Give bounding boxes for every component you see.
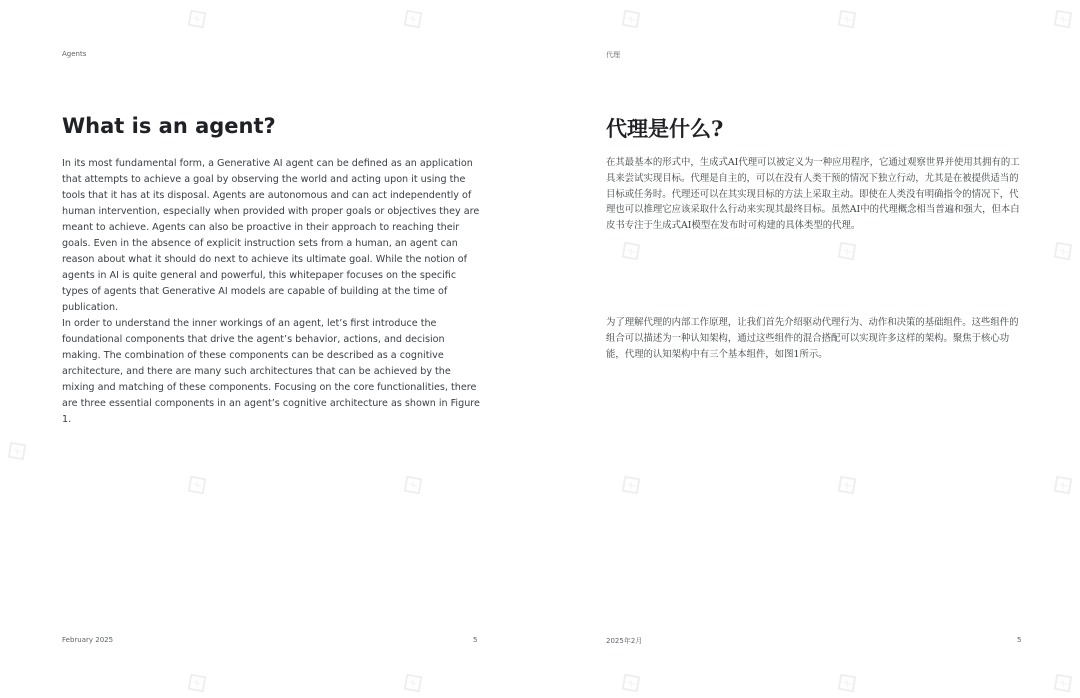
section-title: 代理是什么? — [606, 116, 724, 141]
svg-text:X: X — [842, 14, 854, 27]
svg-text:X: X — [626, 14, 638, 27]
left-page-english — [0, 0, 540, 696]
svg-text:X: X — [192, 678, 204, 691]
section-title: What is an agent? — [62, 114, 276, 138]
svg-text:X: X — [842, 678, 854, 691]
body-paragraph: In its most fundamental form, a Generative AI agent can be defined as an application that attempts to achieve a goal by observing the world and acting upon it using the tools that it has at its disposal. Agents are autonomous and can act independently of human intervention, especially when provided with proper goals or objectives they are meant to achieve. Agents can also be proactive in their approach to reaching their goals. Even in the absence of explicit instruction sets from a human, an agent can reason about what it should do next to achieve its ultimate goal. While the notion of agents in AI is quite general and powerful, this whitepaper focuses on the specific types of agents that Generative AI models are capable of building at the time of publication. — [62, 158, 480, 313]
svg-text:X: X — [626, 678, 638, 691]
svg-text:X: X — [12, 446, 24, 459]
right-page-chinese — [540, 0, 1080, 696]
body-paragraph: In order to understand the inner workings of an agent, let’s first introduce the foundational components that drive the agent’s behavior, actions, and decision making. The combination of these components can be described as a cognitive architecture, and there are many such architectures that can be achieved by the mixing and matching of these components. Focusing on the core functionalities, there are three essential components in an agent’s cognitive architecture as shown in Figure 1. — [62, 318, 480, 425]
svg-text:X: X — [408, 678, 420, 691]
running-header: 代理 — [606, 51, 620, 59]
svg-text:X: X — [408, 480, 420, 493]
svg-text:X: X — [842, 480, 854, 493]
footer-date: February 2025 — [62, 636, 114, 644]
page-number: 5 — [1017, 636, 1022, 644]
svg-text:X: X — [1058, 246, 1070, 259]
svg-text:X: X — [192, 480, 204, 493]
svg-text:X: X — [1058, 678, 1070, 691]
body-paragraph: 在其最基本的形式中，生成式AI代理可以被定义为一种应用程序，它通过观察世界并使用其拥有的工具来尝试实现目标。代理是自主的，可以在没有人类干预的情况下独立行动，尤其是在被提供适当的目标或任务时。代理还可以在其实现目标的方法上采取主动。即使在人类没有明确指令的情况下，代理也可以推理它应该采取什么行动来实现其最终目标。虽然AI中的代理概念相当普遍和强大，但本白皮书专注于生成式AI模型在发布时可构建的具体类型的代理。 — [606, 157, 1020, 232]
svg-text:X: X — [192, 14, 204, 27]
running-header: Agents — [62, 50, 87, 58]
page-number: 5 — [473, 636, 478, 644]
svg-text:X: X — [842, 246, 854, 259]
svg-text:X: X — [1058, 480, 1070, 493]
svg-text:X: X — [626, 480, 638, 493]
svg-text:X: X — [408, 14, 420, 27]
body-paragraph: 为了理解代理的内部工作原理，让我们首先介绍驱动代理行为、动作和决策的基础组件。这些组件的组合可以描述为一种认知架构，通过这些组件的混合搭配可以实现许多这样的架构。聚焦于核心功能，代理的认知架构中有三个基本组件，如图1所示。 — [606, 317, 1019, 360]
svg-text:X: X — [1058, 14, 1070, 27]
footer-date: 2025年2月 — [606, 637, 643, 645]
svg-text:X: X — [626, 246, 638, 259]
